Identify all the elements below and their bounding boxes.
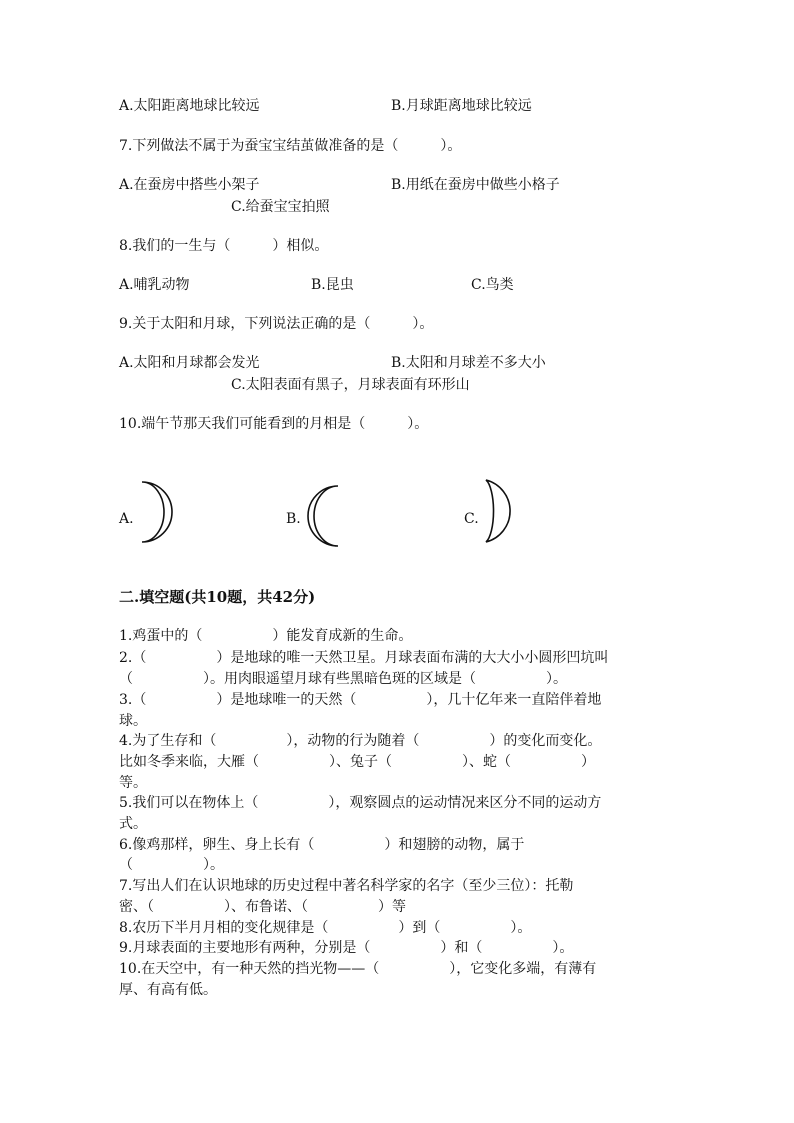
fill-q4-line2: 比如冬季来临，大雁（ ）、兔子（ ）、蛇（ ） (119, 754, 595, 770)
fill-q4-line1: 4.为了生存和（ ），动物的行为随着（ ）的变化而变化。 (119, 733, 602, 749)
section-2-title: 二.填空题(共10题，共42分) (119, 588, 316, 606)
moon-waning-crescent-icon (300, 482, 344, 550)
fill-q10-line2: 厚、有高有低。 (119, 982, 217, 998)
fill-q1: 1.鸡蛋中的（ ）能发育成新的生命。 (119, 628, 413, 644)
fill-q6-line1: 6.像鸡那样，卵生、身上长有（ ）和翅膀的动物，属于 (119, 837, 525, 853)
fill-q7-line2: 密、（ ）、布鲁诺、（ ）等 (119, 899, 406, 915)
fill-q3-line1: 3.（ ）是地球唯一的天然（ ），几十亿年来一直陪伴着地 (119, 692, 602, 708)
fill-q8: 8.农历下半月月相的变化规律是（ ）到（ ）。 (119, 920, 532, 936)
q7-option-a: A.在蚕房中搭些小架子 (119, 177, 260, 193)
q8-option-c: C.鸟类 (471, 277, 514, 293)
q9-option-b: B.太阳和月球差不多大小 (391, 355, 546, 371)
q8-stem: 8.我们的一生与（ ）相似。 (119, 238, 329, 254)
fill-q5-line2: 式。 (119, 816, 147, 832)
fill-q9: 9.月球表面的主要地形有两种，分别是（ ）和（ ）。 (119, 940, 574, 956)
q9-option-a: A.太阳和月球都会发光 (119, 355, 260, 371)
fill-q5-line1: 5.我们可以在物体上（ ），观察圆点的运动情况来区分不同的运动方 (119, 795, 602, 811)
q10-option-c-label: C. (464, 511, 479, 527)
q9-stem: 9.关于太阳和月球，下列说法正确的是（ ）。 (119, 316, 434, 332)
fill-q2-line1: 2.（ ）是地球的唯一天然卫星。月球表面布满的大大小小圆形凹坑叫 (119, 650, 609, 666)
moon-waxing-gibbous-icon (478, 478, 528, 544)
q10-option-b-label: B. (286, 511, 301, 527)
q9-option-c: C.太阳表面有黑子，月球表面有环形山 (231, 377, 470, 393)
q8-option-a: A.哺乳动物 (119, 277, 190, 293)
moon-waxing-crescent-icon (136, 478, 180, 546)
q7-option-c: C.给蚕宝宝拍照 (231, 199, 330, 215)
fill-q10-line1: 10.在天空中，有一种天然的挡光物——（ ），它变化多端，有薄有 (119, 961, 597, 977)
q8-option-b: B.昆虫 (311, 277, 354, 293)
fill-q2-line2: （ ）。用肉眼遥望月球有些黑暗色斑的区域是（ ）。 (119, 671, 567, 687)
q6-option-a: A.太阳距离地球比较远 (119, 98, 260, 114)
q7-stem: 7.下列做法不属于为蚕宝宝结茧做准备的是（ ）。 (119, 138, 462, 154)
fill-q6-line2: （ ）。 (119, 857, 224, 873)
fill-q3-line2: 球。 (119, 713, 147, 729)
q6-option-b: B.月球距离地球比较远 (391, 98, 532, 114)
fill-q4-line3: 等。 (119, 775, 147, 791)
q10-stem: 10.端午节那天我们可能看到的月相是（ ）。 (119, 416, 429, 432)
q7-option-b: B.用纸在蚕房中做些小格子 (391, 177, 560, 193)
fill-q7-line1: 7.写出人们在认识地球的历史过程中著名科学家的名字（至少三位）：托勒 (119, 878, 574, 894)
q10-option-a-label: A. (119, 511, 134, 527)
